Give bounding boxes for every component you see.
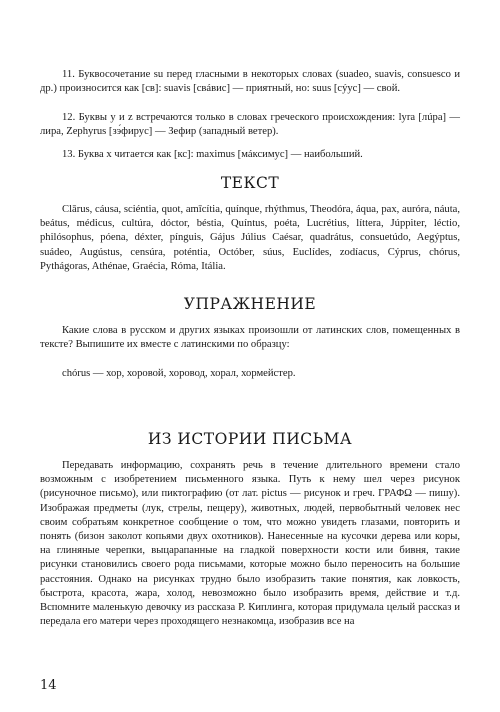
latin-text-body: Clārus, cáusa, sciéntia, quot, amīcítia, quínque, rhýthmus, Theodóra, áqua, pax, auróra, náuta, beátus, médicus, cultúra, dóctor, béstia, Quíntus, poéta, Lucrétius, líttera, Júppiter, léctio, philósophus, póena, déxter, pínguis, Gájus Július Caésar, quadrátus, consuetúdo, Aegýptus, suádeo, Augústus, censúra, poténtia, Octóber, súus, Euclídes, zodíacus, Cýprus, chórus, Pythágoras, Athénae, Graécia, Róma, Itália. — [40, 204, 460, 272]
page-number: 14 — [40, 678, 57, 693]
section-heading-exercise: УПРАЖНЕНИЕ — [183, 295, 317, 313]
section-heading-text: ТЕКСТ — [220, 174, 280, 192]
rule-11: 11. Буквосочетание su перед гласными в некоторых словах (suadeo, suavis, consuesco и др.) произносится как [св]: suavis [свáвис] — приятный, но: suus [сýус] — свой. — [40, 69, 460, 95]
section-heading-history: ИЗ ИСТОРИИ ПИСЬМА — [147, 430, 353, 448]
rule-13: 13. Буква x читается как [кс]: maximus [мáксимус] — наибольший. — [62, 149, 363, 160]
exercise-example: chórus — хор, хоровой, хоровод, хорал, хормейстер. — [62, 368, 296, 379]
history-body: Передавать информацию, сохранять речь в течение длительного времени стало возможным с изобретением письменного языка. Путь к нему шел через рисунок (рисуночное письмо), или пиктографию (от лат. pictus — рисунок и греч. ΓΡΑΦΩ — пишу). Изображая предметы (лук, стрелы, пещеру), животных, людей, первобытный человек нес своим собратьям конкретное сообщение о том, что можно увидеть глазами, повторить и понять (бизон заколот копьями двух охотников). Нанесенные на кусочки дерева или коры, на глиняные черепки, выцарапанные на гладкой поверхности кости или бивня, такие рисунки становились своего рода письмами, которые можно было переносить на большие расстояния. Однако на рисунках трудно было изобразить такие понятия, как ловкость, быстрота, красота, жара, холод, невозможно было изобразить время, действие и т.д. Вспомните маленькую девочку из рассказа Р. Киплинга, которая придумала целый рассказ и передала его матери через проходящего незнакомца, изобразив все на — [40, 460, 460, 628]
rule-12: 12. Буквы y и z встречаются только в словах греческого происхождения: lyra [лúра] — лира, Zephyrus [зэ́фирус] — Зефир (западный ветер). — [40, 112, 460, 138]
exercise-instructions: Какие слова в русском и других языках произошли от латинских слов, помещенных в тексте? Выпишите их вместе с латинскими по образцу: — [40, 325, 460, 351]
